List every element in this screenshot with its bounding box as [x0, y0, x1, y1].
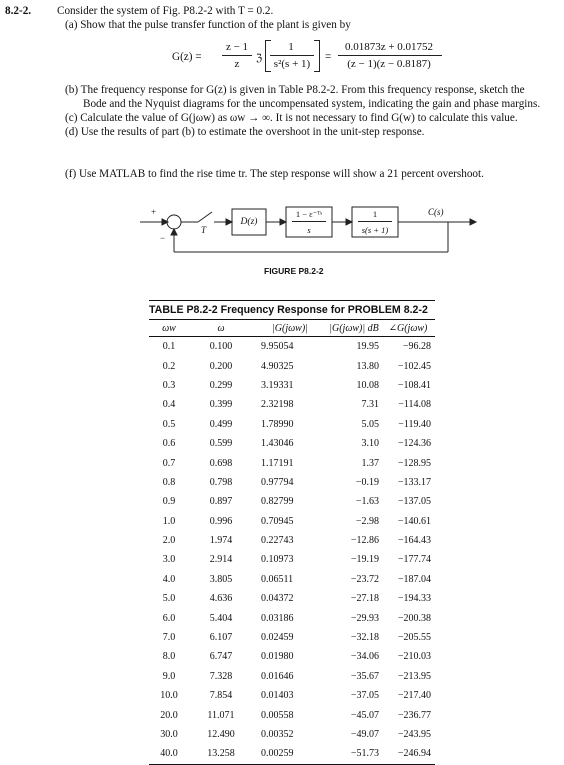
- cell-omega-w: 6.0: [162, 612, 176, 624]
- table-row: [149, 492, 435, 511]
- cell-magnitude: 0.82799: [261, 496, 294, 508]
- table-row: [149, 725, 435, 744]
- cell-omega: 3.805: [209, 573, 233, 585]
- part-b-line1: (b) The frequency response for G(z) is given in Table P8.2-2. From this frequency response, sketch the: [65, 84, 525, 96]
- cell-omega-w: 0.2: [162, 360, 176, 372]
- cell-omega: 1.974: [209, 535, 233, 547]
- header-phase: ∠G(jωw): [381, 320, 435, 337]
- cell-omega-w: 4.0: [162, 573, 176, 585]
- plant-den: s(s + 1): [361, 225, 389, 235]
- cell-omega: 4.636: [209, 593, 233, 605]
- cell-magnitude-db: −27.18: [350, 593, 379, 605]
- cell-phase: −128.95: [397, 457, 431, 469]
- cell-phase: −102.45: [397, 360, 431, 372]
- table-row: [149, 531, 435, 550]
- cell-magnitude: 0.22743: [261, 535, 294, 547]
- cell-magnitude: 1.78990: [261, 418, 294, 430]
- cell-magnitude-db: 19.95: [356, 341, 379, 353]
- header-omega-w: ωw: [149, 320, 189, 337]
- problem-number: 8.2-2.: [5, 5, 32, 17]
- cell-magnitude: 9.95054: [261, 341, 294, 353]
- cell-magnitude-db: −34.06: [350, 651, 379, 663]
- cell-phase: −217.40: [397, 690, 431, 702]
- cell-magnitude: 0.04372: [261, 593, 294, 605]
- cell-magnitude-db: −19.19: [350, 554, 379, 566]
- cell-omega: 0.599: [209, 438, 233, 450]
- cell-omega: 0.399: [209, 399, 233, 411]
- header-omega: ω: [189, 320, 253, 337]
- cell-omega: 11.071: [207, 709, 235, 721]
- table-row: [149, 705, 435, 724]
- cell-magnitude: 4.90325: [261, 360, 294, 372]
- cell-magnitude: 0.03186: [261, 612, 294, 624]
- cell-omega: 5.404: [209, 612, 233, 624]
- cell-magnitude-db: −1.63: [355, 496, 379, 508]
- cell-omega: 13.258: [207, 748, 235, 760]
- inner-num: 1: [288, 41, 294, 53]
- cell-omega: 7.854: [209, 690, 233, 702]
- cell-phase: −124.36: [397, 438, 431, 450]
- table-row: [149, 337, 435, 357]
- cell-phase: −96.28: [402, 341, 431, 353]
- problem-intro: Consider the system of Fig. P8.2-2 with T = 0.2.: [57, 5, 274, 17]
- cell-magnitude-db: −23.72: [350, 573, 379, 585]
- cell-magnitude: 0.01403: [261, 690, 294, 702]
- cell-omega-w: 0.6: [162, 438, 176, 450]
- zoh-den: s: [307, 225, 311, 235]
- rhs-num: 0.01873z + 0.01752: [344, 41, 434, 53]
- cell-phase: −187.04: [397, 573, 431, 585]
- cell-phase: −140.61: [397, 515, 431, 527]
- cell-magnitude-db: 1.37: [361, 457, 379, 469]
- part-c: (c) Calculate the value of G(jωw) as ωw → ∞. It is not necessary to find G(w) to calculate this value.: [65, 112, 518, 124]
- cell-magnitude: 0.10973: [261, 554, 294, 566]
- cell-phase: −137.05: [397, 496, 431, 508]
- cell-magnitude-db: −51.73: [350, 748, 379, 760]
- sum-minus: −: [160, 233, 166, 243]
- table-row: [149, 512, 435, 531]
- cell-phase: −119.40: [398, 418, 431, 430]
- cell-omega: 0.897: [209, 496, 233, 508]
- output-label: C(s): [428, 207, 444, 217]
- cell-phase: −108.41: [397, 379, 431, 391]
- zoh-num: 1 − ε⁻ᵀˢ: [295, 209, 323, 219]
- cell-omega-w: 0.3: [162, 379, 176, 391]
- cell-omega-w: 9.0: [162, 670, 176, 682]
- table-row: [149, 550, 435, 569]
- part-d: (d) Use the results of part (b) to estimate the overshoot in the unit-step response.: [65, 126, 425, 138]
- table-row: [149, 356, 435, 375]
- cell-magnitude-db: −49.07: [350, 729, 379, 740]
- table-row: [149, 667, 435, 686]
- equation-lhs: G(z) =: [172, 51, 202, 63]
- cell-magnitude-db: −35.67: [350, 670, 379, 682]
- table-row: [149, 570, 435, 589]
- table-header-row: [149, 320, 435, 337]
- table-row: [149, 473, 435, 492]
- cell-omega-w: 8.0: [162, 651, 176, 663]
- cell-omega-w: 0.1: [162, 341, 176, 353]
- cell-omega-w: 0.4: [162, 399, 176, 411]
- table-row: [149, 376, 435, 395]
- frac1-den: z: [234, 58, 240, 70]
- cell-magnitude: 0.01980: [261, 651, 294, 663]
- header-magnitude-db: |G(jωw)| dB: [327, 320, 381, 337]
- rhs-den: (z − 1)(z − 0.8187): [347, 58, 431, 70]
- cell-omega: 6.747: [209, 651, 233, 663]
- table-row: [149, 744, 435, 763]
- cell-omega: 0.698: [209, 457, 233, 469]
- cell-omega-w: 0.8: [162, 476, 176, 488]
- cell-magnitude-db: −45.07: [350, 709, 379, 721]
- table-title: TABLE P8.2-2 Frequency Response for PROBLEM 8.2-2: [149, 304, 428, 316]
- cell-phase: −200.38: [397, 612, 431, 624]
- cell-magnitude-db: −29.93: [350, 612, 379, 624]
- cell-phase: −194.33: [397, 593, 431, 605]
- sum-plus: +: [151, 207, 157, 217]
- cell-magnitude: 2.32198: [261, 399, 294, 411]
- cell-omega: 12.490: [207, 729, 235, 740]
- cell-omega: 7.328: [209, 670, 233, 682]
- cell-omega: 0.996: [209, 515, 233, 527]
- cell-magnitude-db: −2.98: [355, 515, 379, 527]
- cell-omega-w: 7.0: [162, 632, 176, 644]
- table-row: [149, 395, 435, 414]
- cell-magnitude-db: 7.31: [361, 399, 379, 411]
- cell-omega-w: 10.0: [160, 690, 178, 702]
- cell-phase: −246.94: [397, 748, 431, 760]
- cell-magnitude: 0.02459: [261, 632, 294, 644]
- table-row: [149, 647, 435, 666]
- table-row: [149, 589, 435, 608]
- block-diagram: [0, 0, 564, 290]
- cell-omega-w: 3.0: [162, 554, 176, 566]
- cell-omega-w: 30.0: [160, 729, 178, 740]
- cell-omega-w: 2.0: [162, 535, 176, 547]
- sampler-T: T: [201, 225, 207, 235]
- cell-magnitude: 0.00352: [261, 729, 294, 740]
- cell-omega-w: 0.5: [162, 418, 176, 430]
- table-row: [149, 686, 435, 705]
- cell-magnitude: 0.00558: [261, 709, 294, 721]
- equation-equals: =: [325, 51, 332, 63]
- cell-magnitude: 0.00259: [261, 748, 294, 760]
- cell-phase: −236.77: [397, 709, 431, 721]
- cell-magnitude: 0.97794: [261, 476, 294, 488]
- cell-magnitude-db: 13.80: [356, 360, 379, 372]
- cell-omega-w: 5.0: [162, 593, 176, 605]
- table-row: [149, 434, 435, 453]
- cell-omega: 2.914: [209, 554, 233, 566]
- figure-caption: FIGURE P8.2-2: [264, 266, 324, 276]
- cell-magnitude: 0.70945: [261, 515, 294, 527]
- cell-magnitude-db: 5.05: [361, 418, 379, 430]
- inner-den: s²(s + 1): [273, 58, 311, 70]
- cell-magnitude-db: 3.10: [361, 438, 379, 450]
- cell-omega: 0.100: [209, 341, 233, 353]
- frequency-response-table: [149, 300, 435, 765]
- cell-magnitude-db: −12.86: [350, 535, 379, 547]
- cell-phase: −243.95: [397, 729, 431, 740]
- cell-omega: 0.299: [209, 379, 233, 391]
- cell-omega-w: 20.0: [160, 709, 178, 721]
- cell-omega-w: 0.7: [162, 457, 176, 469]
- part-b-line2: Bode and the Nyquist diagrams for the uncompensated system, indicating the gain and phase margins.: [83, 98, 541, 110]
- controller-label: D(z): [240, 217, 258, 227]
- header-magnitude: |G(jωw)|: [253, 320, 327, 337]
- cell-phase: −213.95: [397, 670, 431, 682]
- cell-magnitude-db: −0.19: [355, 476, 379, 488]
- cell-phase: −210.03: [397, 651, 431, 663]
- cell-magnitude: 0.06511: [261, 573, 294, 585]
- cell-magnitude: 3.19331: [261, 379, 294, 391]
- cell-phase: −164.43: [397, 535, 431, 547]
- table-row: [149, 453, 435, 472]
- cell-phase: −205.55: [397, 632, 431, 644]
- cell-magnitude-db: −32.18: [350, 632, 379, 644]
- table-row: [149, 628, 435, 647]
- cell-phase: −177.74: [397, 554, 431, 566]
- cell-magnitude: 1.43046: [261, 438, 294, 450]
- plant-num: 1: [372, 209, 378, 219]
- cell-magnitude-db: 10.08: [356, 379, 379, 391]
- table-row: [149, 415, 435, 434]
- cell-magnitude: 0.01646: [261, 670, 294, 682]
- table-row: [149, 608, 435, 627]
- cell-omega-w: 1.0: [162, 515, 176, 527]
- part-f: (f) Use MATLAB to find the rise time tr. The step response will show a 21 percent overshoot.: [65, 168, 484, 180]
- cell-omega-w: 0.9: [162, 496, 176, 508]
- cell-omega: 6.107: [209, 632, 233, 644]
- cell-phase: −133.17: [397, 476, 431, 488]
- cell-omega-w: 40.0: [160, 748, 178, 760]
- frac1-num: z − 1: [225, 41, 249, 53]
- cell-omega: 0.798: [209, 476, 233, 488]
- z-transform-symbol: ℨ: [256, 53, 263, 64]
- cell-magnitude-db: −37.05: [350, 690, 379, 702]
- cell-phase: −114.08: [398, 399, 431, 411]
- part-a: (a) Show that the pulse transfer function of the plant is given by: [65, 19, 351, 31]
- cell-omega: 0.499: [209, 418, 233, 430]
- cell-magnitude: 1.17191: [261, 457, 294, 469]
- cell-omega: 0.200: [209, 360, 233, 372]
